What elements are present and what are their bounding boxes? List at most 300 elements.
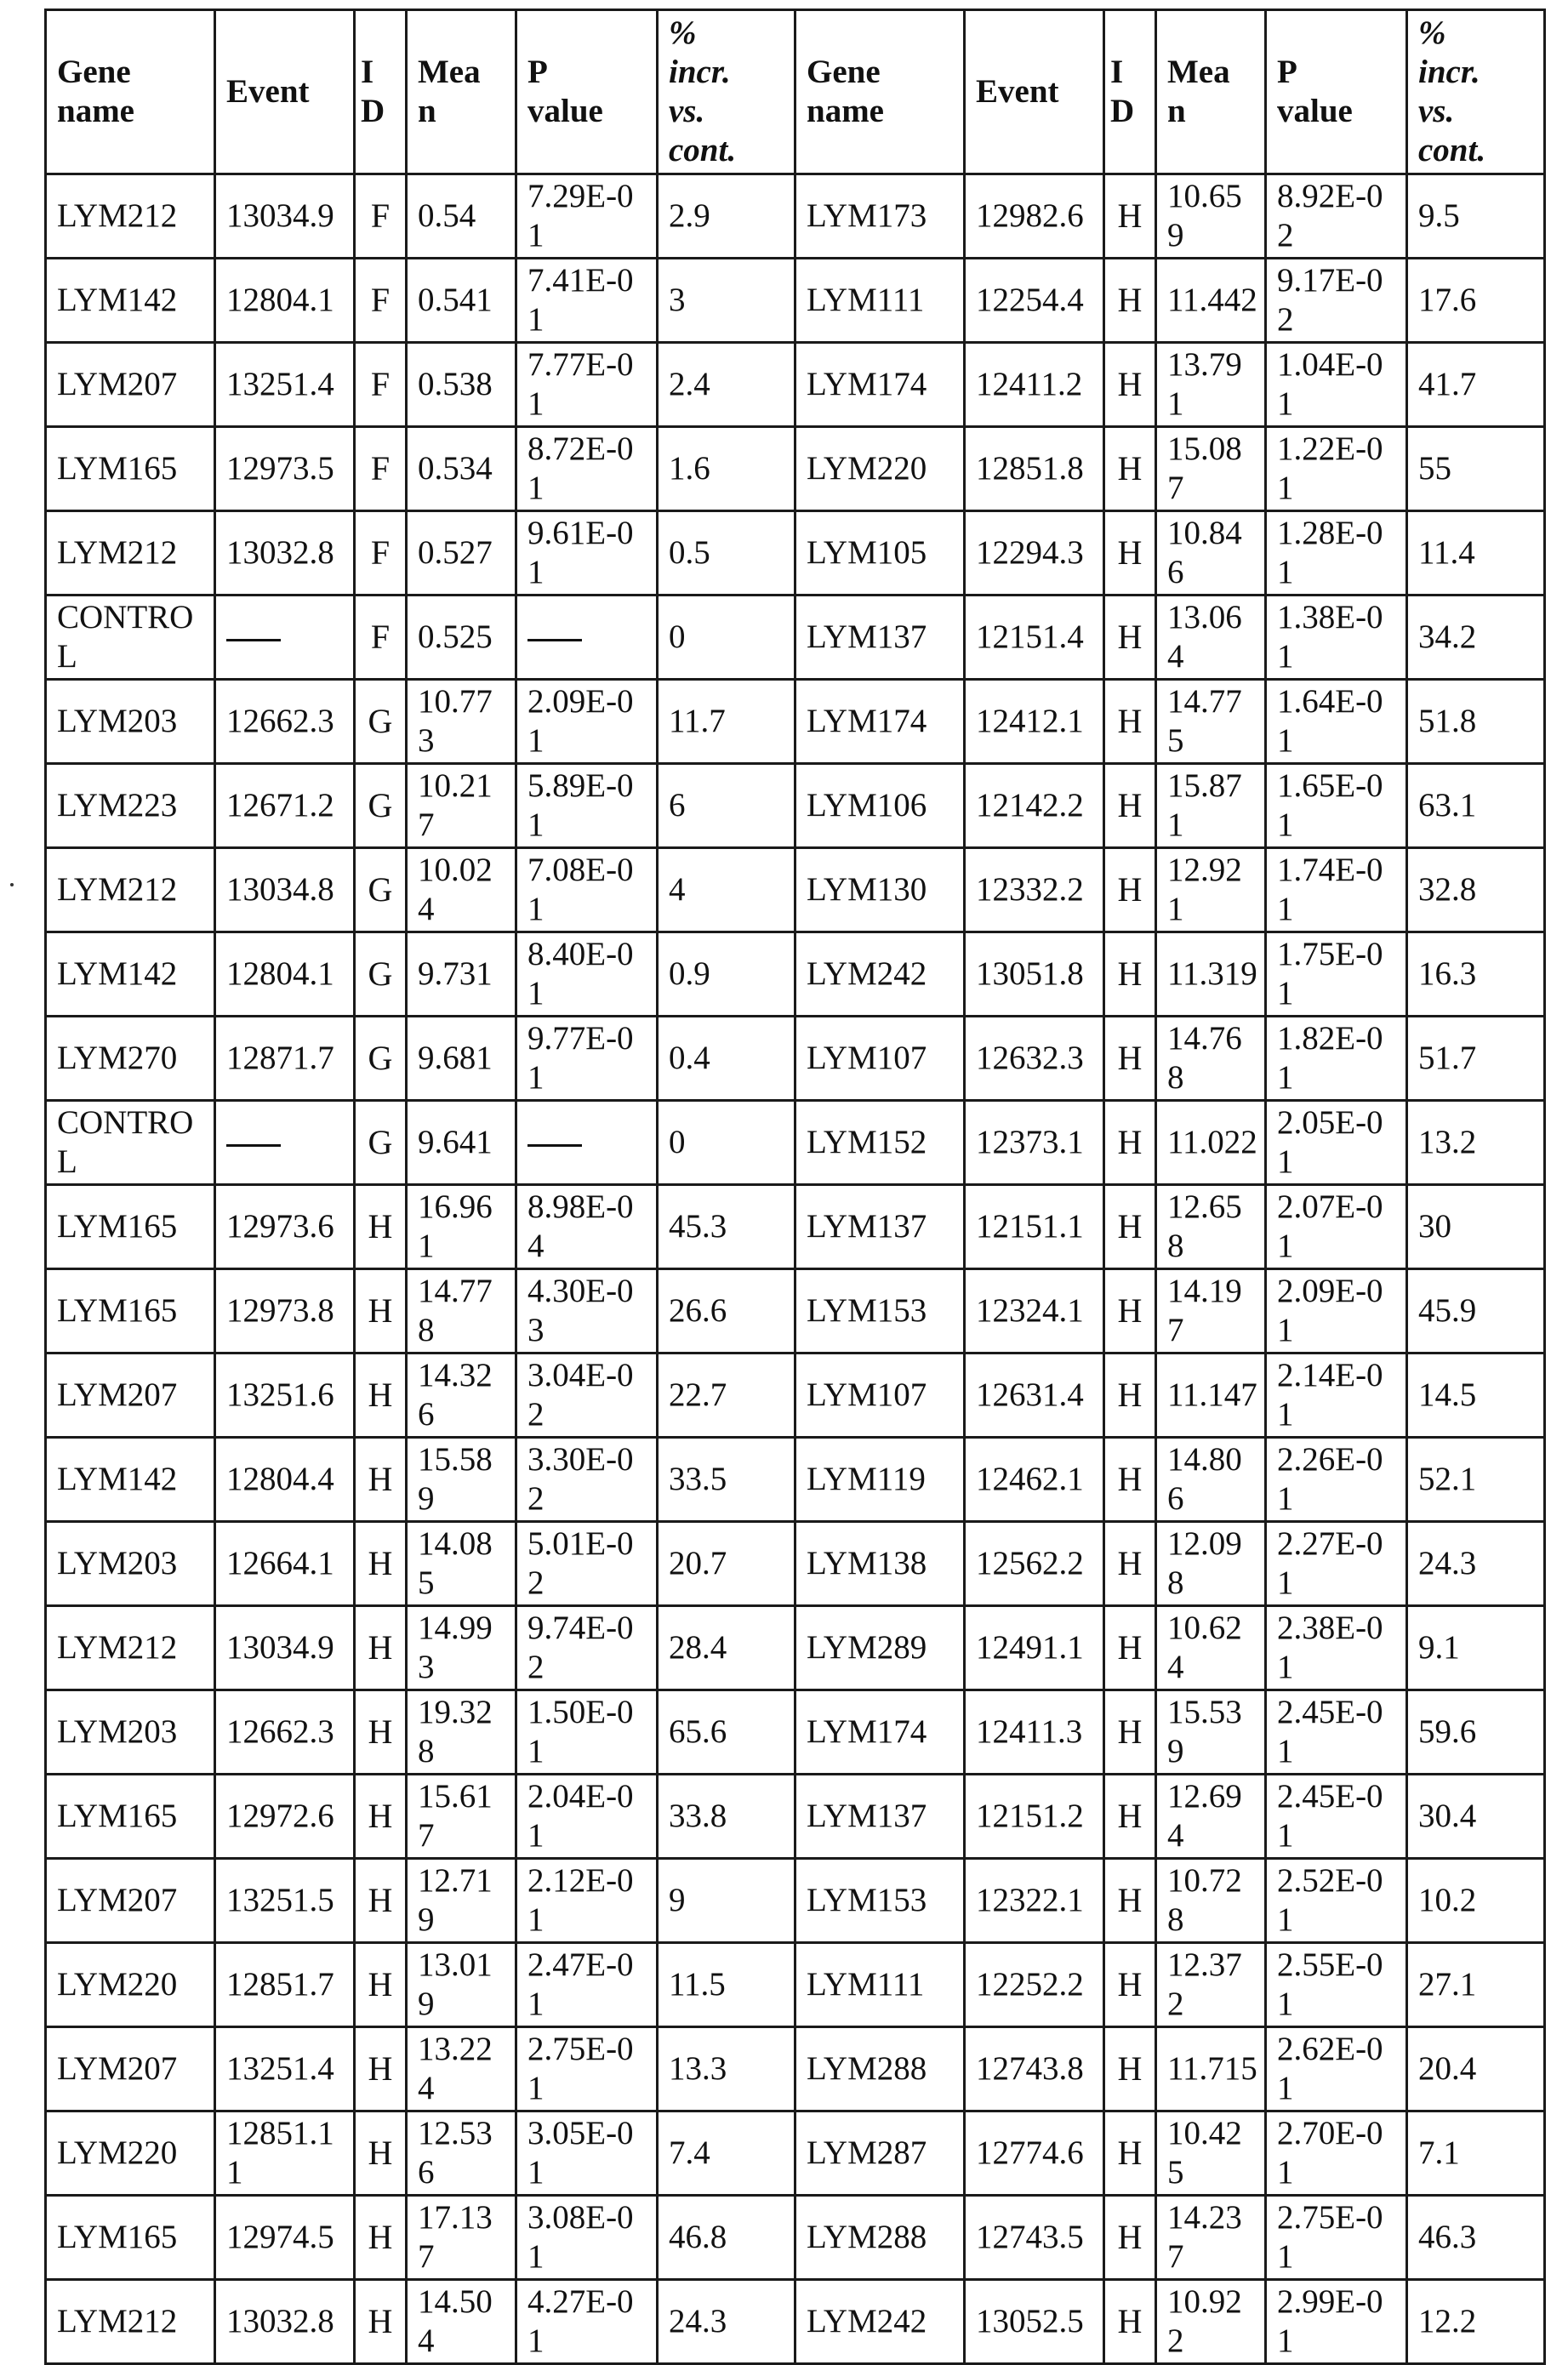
mean-cell: 12.658 (1156, 1185, 1266, 1269)
mean-cell: 12.372 (1156, 1943, 1266, 2027)
id-cell: H (355, 1522, 407, 1606)
table-row (46, 174, 1545, 259)
table-row (46, 1859, 1545, 1943)
mean-cell: 15.087 (1156, 427, 1266, 511)
pct-increase-cell: 11.4 (1407, 511, 1545, 596)
event-cell: 12662.3 (215, 1690, 355, 1775)
event-cell: 13251.4 (215, 2027, 355, 2111)
p-value-cell: 2.07E-01 (1266, 1185, 1407, 1269)
id-cell: H (355, 1353, 407, 1438)
mean-cell: 9.641 (407, 1101, 516, 1185)
p-value-cell: 2.38E-01 (1266, 1606, 1407, 1690)
id-cell: H (1104, 2196, 1156, 2280)
gene-name-cell: LYM119 (795, 1438, 965, 1522)
gene-name-cell: LYM212 (46, 174, 215, 259)
p-value-cell: 2.26E-01 (1266, 1438, 1407, 1522)
event-cell: 12982.6 (965, 174, 1104, 259)
id-cell: H (1104, 174, 1156, 259)
gene-name-cell: LYM203 (46, 1522, 215, 1606)
mean-cell: 14.085 (407, 1522, 516, 1606)
mean-cell: 13.224 (407, 2027, 516, 2111)
mean-cell: 9.681 (407, 1017, 516, 1101)
mean-cell: 14.326 (407, 1353, 516, 1438)
event-cell: 12142.2 (965, 764, 1104, 848)
table-row (46, 1943, 1545, 2027)
event-cell: 13251.6 (215, 1353, 355, 1438)
empty-dash (226, 1144, 281, 1147)
empty-dash (226, 639, 281, 641)
mean-cell: 10.922 (1156, 2280, 1266, 2364)
event-cell: 12373.1 (965, 1101, 1104, 1185)
p-value-cell: 2.27E-01 (1266, 1522, 1407, 1606)
p-value-cell: 8.98E-04 (516, 1185, 658, 1269)
id-cell: H (1104, 1101, 1156, 1185)
id-cell: H (1104, 1775, 1156, 1859)
event-cell: 12851.7 (215, 1943, 355, 2027)
gene-name-cell: LYM288 (795, 2196, 965, 2280)
p-value-cell: 8.72E-01 (516, 427, 658, 511)
event-cell: 12411.3 (965, 1690, 1104, 1775)
table-row (46, 932, 1545, 1017)
pct-increase-cell: 34.2 (1407, 596, 1545, 680)
table-row (46, 2111, 1545, 2196)
event-cell: 12851.11 (215, 2111, 355, 2196)
p-value-cell: 2.75E-01 (1266, 2196, 1407, 2280)
id-cell: G (355, 848, 407, 932)
p-value-cell: 2.45E-01 (1266, 1775, 1407, 1859)
pct-increase-cell: 11.5 (658, 1943, 795, 2027)
gene-name-cell: LYM142 (46, 1438, 215, 1522)
event-cell: 12871.7 (215, 1017, 355, 1101)
p-value-cell: 1.82E-01 (1266, 1017, 1407, 1101)
p-value-cell: 8.92E-02 (1266, 174, 1407, 259)
p-value-cell: 7.41E-01 (516, 259, 658, 343)
gene-name-cell: LYM142 (46, 932, 215, 1017)
id-cell: H (1104, 259, 1156, 343)
gene-name-cell: LYM287 (795, 2111, 965, 2196)
pct-increase-cell: 7.1 (1407, 2111, 1545, 2196)
header-event: Event (965, 10, 1104, 174)
p-value-cell: 1.50E-01 (516, 1690, 658, 1775)
id-cell: H (355, 1185, 407, 1269)
p-value-cell: 4.27E-01 (516, 2280, 658, 2364)
table-row (46, 1185, 1545, 1269)
pct-increase-cell: 0.4 (658, 1017, 795, 1101)
event-cell: 12254.4 (965, 259, 1104, 343)
pct-increase-cell: 11.7 (658, 680, 795, 764)
mean-cell: 10.728 (1156, 1859, 1266, 1943)
event-cell: 12804.4 (215, 1438, 355, 1522)
id-cell: H (355, 1690, 407, 1775)
gene-name-cell: LYM165 (46, 427, 215, 511)
pct-increase-cell: 4 (658, 848, 795, 932)
mean-cell: 14.197 (1156, 1269, 1266, 1353)
table-row (46, 1522, 1545, 1606)
gene-name-cell: LYM174 (795, 343, 965, 427)
id-cell: H (355, 1606, 407, 1690)
gene-name-cell: LYM212 (46, 1606, 215, 1690)
header-p-value: P value (1266, 10, 1407, 174)
gene-name-cell: LYM152 (795, 1101, 965, 1185)
p-value-cell: 7.77E-01 (516, 343, 658, 427)
p-value-cell: 2.70E-01 (1266, 2111, 1407, 2196)
event-cell: 12151.2 (965, 1775, 1104, 1859)
p-value-cell: 3.04E-02 (516, 1353, 658, 1438)
event-cell: 13034.9 (215, 1606, 355, 1690)
table-row (46, 2280, 1545, 2364)
pct-increase-cell: 41.7 (1407, 343, 1545, 427)
id-cell: G (355, 764, 407, 848)
pct-increase-cell: 52.1 (1407, 1438, 1545, 1522)
event-cell (215, 596, 355, 680)
event-cell: 12322.1 (965, 1859, 1104, 1943)
pct-increase-cell: 27.1 (1407, 1943, 1545, 2027)
event-cell: 12151.4 (965, 596, 1104, 680)
p-value-cell: 3.08E-01 (516, 2196, 658, 2280)
p-value-cell: 2.14E-01 (1266, 1353, 1407, 1438)
mean-cell: 15.589 (407, 1438, 516, 1522)
gene-name-cell: LYM137 (795, 1775, 965, 1859)
gene-name-cell: LYM203 (46, 1690, 215, 1775)
pct-increase-cell: 16.3 (1407, 932, 1545, 1017)
pct-increase-cell: 55 (1407, 427, 1545, 511)
table-row (46, 2196, 1545, 2280)
header-id: I D (355, 10, 407, 174)
id-cell: H (355, 1269, 407, 1353)
gene-name-cell: LYM165 (46, 2196, 215, 2280)
pct-increase-cell: 10.2 (1407, 1859, 1545, 1943)
event-cell: 12631.4 (965, 1353, 1104, 1438)
pct-increase-cell: 26.6 (658, 1269, 795, 1353)
p-value-cell: 2.04E-01 (516, 1775, 658, 1859)
pct-increase-cell: 28.4 (658, 1606, 795, 1690)
pct-increase-cell: 9.5 (1407, 174, 1545, 259)
event-cell: 12411.2 (965, 343, 1104, 427)
header-id: I D (1104, 10, 1156, 174)
mean-cell: 10.425 (1156, 2111, 1266, 2196)
id-cell: H (355, 1438, 407, 1522)
gene-name-cell: LYM220 (46, 2111, 215, 2196)
id-cell: H (1104, 2027, 1156, 2111)
p-value-cell: 2.55E-01 (1266, 1943, 1407, 2027)
gene-name-cell: LYM270 (46, 1017, 215, 1101)
pct-increase-cell: 12.2 (1407, 2280, 1545, 2364)
pct-increase-cell: 65.6 (658, 1690, 795, 1775)
event-cell: 12804.1 (215, 932, 355, 1017)
empty-dash (527, 1144, 582, 1147)
event-cell: 12851.8 (965, 427, 1104, 511)
event-cell: 13034.9 (215, 174, 355, 259)
mean-cell: 10.846 (1156, 511, 1266, 596)
pct-increase-cell: 17.6 (1407, 259, 1545, 343)
table-row (46, 848, 1545, 932)
event-cell: 12632.3 (965, 1017, 1104, 1101)
gene-name-cell: LYM212 (46, 511, 215, 596)
pct-increase-cell: 22.7 (658, 1353, 795, 1438)
mean-cell: 14.806 (1156, 1438, 1266, 1522)
event-cell: 12491.1 (965, 1606, 1104, 1690)
mean-cell: 14.778 (407, 1269, 516, 1353)
table-row (46, 1353, 1545, 1438)
mean-cell: 10.659 (1156, 174, 1266, 259)
pct-increase-cell: 0.5 (658, 511, 795, 596)
pct-increase-cell: 14.5 (1407, 1353, 1545, 1438)
p-value-cell: 5.89E-01 (516, 764, 658, 848)
mean-cell: 0.541 (407, 259, 516, 343)
event-cell: 12664.1 (215, 1522, 355, 1606)
id-cell: H (1104, 596, 1156, 680)
p-value-cell: 1.38E-01 (1266, 596, 1407, 680)
event-cell: 12332.2 (965, 848, 1104, 932)
mean-cell: 15.871 (1156, 764, 1266, 848)
id-cell: H (1104, 1522, 1156, 1606)
gene-name-cell: LYM242 (795, 2280, 965, 2364)
header-mean: Mea n (1156, 10, 1266, 174)
event-cell: 12562.2 (965, 1522, 1104, 1606)
p-value-cell: 1.22E-01 (1266, 427, 1407, 511)
pct-increase-cell: 51.8 (1407, 680, 1545, 764)
event-cell: 12412.1 (965, 680, 1104, 764)
id-cell: H (1104, 680, 1156, 764)
mean-cell: 10.773 (407, 680, 516, 764)
id-cell: G (355, 932, 407, 1017)
event-cell: 13034.8 (215, 848, 355, 932)
gene-name-cell: LYM153 (795, 1859, 965, 1943)
p-value-cell (516, 596, 658, 680)
table-row (46, 2027, 1545, 2111)
table-row (46, 1690, 1545, 1775)
pct-increase-cell: 46.3 (1407, 2196, 1545, 2280)
event-cell: 12972.6 (215, 1775, 355, 1859)
table-row (46, 596, 1545, 680)
event-cell: 12324.1 (965, 1269, 1104, 1353)
mean-cell: 14.504 (407, 2280, 516, 2364)
p-value-cell: 1.65E-01 (1266, 764, 1407, 848)
pct-increase-cell: 3 (658, 259, 795, 343)
mean-cell: 14.768 (1156, 1017, 1266, 1101)
p-value-cell: 9.17E-02 (1266, 259, 1407, 343)
mean-cell: 15.617 (407, 1775, 516, 1859)
p-value-cell: 1.75E-01 (1266, 932, 1407, 1017)
gene-name-cell: CONTROL (46, 596, 215, 680)
id-cell: H (1104, 1943, 1156, 2027)
p-value-cell: 1.04E-01 (1266, 343, 1407, 427)
id-cell: H (355, 2027, 407, 2111)
mean-cell: 10.624 (1156, 1606, 1266, 1690)
header-gene-name: Gene name (795, 10, 965, 174)
gene-name-cell: LYM223 (46, 764, 215, 848)
pct-increase-cell: 2.9 (658, 174, 795, 259)
pct-increase-cell: 24.3 (658, 2280, 795, 2364)
scan-speck (10, 883, 14, 886)
mean-cell: 10.217 (407, 764, 516, 848)
table-body (46, 174, 1545, 2364)
event-cell: 13251.4 (215, 343, 355, 427)
mean-cell: 15.539 (1156, 1690, 1266, 1775)
mean-cell: 0.534 (407, 427, 516, 511)
gene-name-cell: LYM106 (795, 764, 965, 848)
event-cell: 12671.2 (215, 764, 355, 848)
pct-increase-cell: 33.8 (658, 1775, 795, 1859)
pct-increase-cell: 30 (1407, 1185, 1545, 1269)
mean-cell: 10.024 (407, 848, 516, 932)
id-cell: H (1104, 1185, 1156, 1269)
id-cell: F (355, 343, 407, 427)
p-value-cell: 7.29E-01 (516, 174, 658, 259)
gene-name-cell: LYM220 (46, 1943, 215, 2027)
gene-name-cell: LYM207 (46, 343, 215, 427)
gene-name-cell: LYM105 (795, 511, 965, 596)
gene-name-cell: LYM207 (46, 2027, 215, 2111)
header-pct-increase: % incr. vs. cont. (1407, 10, 1545, 174)
mean-cell: 13.064 (1156, 596, 1266, 680)
gene-name-cell: LYM153 (795, 1269, 965, 1353)
p-value-cell: 3.05E-01 (516, 2111, 658, 2196)
gene-name-cell: LYM203 (46, 680, 215, 764)
pct-increase-cell: 13.2 (1407, 1101, 1545, 1185)
p-value-cell: 8.40E-01 (516, 932, 658, 1017)
pct-increase-cell: 9 (658, 1859, 795, 1943)
p-value-cell: 4.30E-03 (516, 1269, 658, 1353)
pct-increase-cell: 46.8 (658, 2196, 795, 2280)
gene-name-cell: LYM212 (46, 2280, 215, 2364)
gene-name-cell: LYM165 (46, 1269, 215, 1353)
id-cell: H (1104, 848, 1156, 932)
id-cell: H (1104, 1438, 1156, 1522)
id-cell: F (355, 259, 407, 343)
event-cell: 13052.5 (965, 2280, 1104, 2364)
id-cell: H (1104, 1353, 1156, 1438)
p-value-cell: 2.52E-01 (1266, 1859, 1407, 1943)
id-cell: H (1104, 427, 1156, 511)
header-gene-name: Gene name (46, 10, 215, 174)
pct-increase-cell: 59.6 (1407, 1690, 1545, 1775)
header-pct-increase: % incr. vs. cont. (658, 10, 795, 174)
gene-name-cell: LYM174 (795, 1690, 965, 1775)
pct-increase-cell: 20.7 (658, 1522, 795, 1606)
gene-name-cell: LYM130 (795, 848, 965, 932)
mean-cell: 12.694 (1156, 1775, 1266, 1859)
gene-name-cell: LYM165 (46, 1185, 215, 1269)
event-cell: 12973.5 (215, 427, 355, 511)
pct-increase-cell: 1.6 (658, 427, 795, 511)
event-cell: 12774.6 (965, 2111, 1104, 2196)
id-cell: H (1104, 1859, 1156, 1943)
id-cell: H (1104, 511, 1156, 596)
gene-name-cell: LYM207 (46, 1353, 215, 1438)
gene-name-cell: LYM174 (795, 680, 965, 764)
gene-name-cell: LYM107 (795, 1017, 965, 1101)
id-cell: G (355, 1101, 407, 1185)
gene-name-cell: LYM137 (795, 596, 965, 680)
mean-cell: 13.019 (407, 1943, 516, 2027)
gene-name-cell: CONTROL (46, 1101, 215, 1185)
id-cell: H (355, 2280, 407, 2364)
event-cell: 12974.5 (215, 2196, 355, 2280)
id-cell: H (355, 1943, 407, 2027)
id-cell: H (1104, 2280, 1156, 2364)
pct-increase-cell: 0 (658, 596, 795, 680)
event-cell: 12973.8 (215, 1269, 355, 1353)
event-cell: 12662.3 (215, 680, 355, 764)
p-value-cell: 1.64E-01 (1266, 680, 1407, 764)
event-cell: 12151.1 (965, 1185, 1104, 1269)
gene-name-cell: LYM212 (46, 848, 215, 932)
mean-cell: 16.961 (407, 1185, 516, 1269)
event-cell: 12973.6 (215, 1185, 355, 1269)
gene-name-cell: LYM111 (795, 259, 965, 343)
event-cell: 12252.2 (965, 1943, 1104, 2027)
table-row (46, 1606, 1545, 1690)
pct-increase-cell: 33.5 (658, 1438, 795, 1522)
table-row (46, 343, 1545, 427)
gene-name-cell: LYM107 (795, 1353, 965, 1438)
pct-increase-cell: 0 (658, 1101, 795, 1185)
mean-cell: 11.022 (1156, 1101, 1266, 1185)
p-value-cell: 9.61E-01 (516, 511, 658, 596)
gene-results-table (44, 9, 1546, 2365)
p-value-cell: 2.45E-01 (1266, 1690, 1407, 1775)
p-value-cell: 9.77E-01 (516, 1017, 658, 1101)
event-cell: 13051.8 (965, 932, 1104, 1017)
id-cell: F (355, 174, 407, 259)
p-value-cell: 2.62E-01 (1266, 2027, 1407, 2111)
pct-increase-cell: 32.8 (1407, 848, 1545, 932)
table-row (46, 1438, 1545, 1522)
pct-increase-cell: 45.9 (1407, 1269, 1545, 1353)
id-cell: F (355, 596, 407, 680)
id-cell: H (1104, 764, 1156, 848)
p-value-cell (516, 1101, 658, 1185)
pct-increase-cell: 6 (658, 764, 795, 848)
header-event: Event (215, 10, 355, 174)
header-p-value: P value (516, 10, 658, 174)
mean-cell: 14.775 (1156, 680, 1266, 764)
mean-cell: 0.538 (407, 343, 516, 427)
mean-cell: 14.993 (407, 1606, 516, 1690)
p-value-cell: 2.09E-01 (1266, 1269, 1407, 1353)
table-row (46, 764, 1545, 848)
p-value-cell: 2.99E-01 (1266, 2280, 1407, 2364)
pct-increase-cell: 0.9 (658, 932, 795, 1017)
p-value-cell: 5.01E-02 (516, 1522, 658, 1606)
pct-increase-cell: 24.3 (1407, 1522, 1545, 1606)
pct-increase-cell: 51.7 (1407, 1017, 1545, 1101)
gene-name-cell: LYM173 (795, 174, 965, 259)
id-cell: F (355, 511, 407, 596)
gene-name-cell: LYM142 (46, 259, 215, 343)
p-value-cell: 2.12E-01 (516, 1859, 658, 1943)
id-cell: H (1104, 343, 1156, 427)
pct-increase-cell: 9.1 (1407, 1606, 1545, 1690)
gene-name-cell: LYM137 (795, 1185, 965, 1269)
mean-cell: 14.237 (1156, 2196, 1266, 2280)
mean-cell: 9.731 (407, 932, 516, 1017)
mean-cell: 11.442 (1156, 259, 1266, 343)
mean-cell: 0.54 (407, 174, 516, 259)
id-cell: H (355, 1859, 407, 1943)
mean-cell: 11.319 (1156, 932, 1266, 1017)
p-value-cell: 1.28E-01 (1266, 511, 1407, 596)
id-cell: G (355, 680, 407, 764)
gene-name-cell: LYM242 (795, 932, 965, 1017)
mean-cell: 11.147 (1156, 1353, 1266, 1438)
pct-increase-cell: 13.3 (658, 2027, 795, 2111)
event-cell (215, 1101, 355, 1185)
pct-increase-cell: 45.3 (658, 1185, 795, 1269)
id-cell: H (355, 1775, 407, 1859)
mean-cell: 12.098 (1156, 1522, 1266, 1606)
